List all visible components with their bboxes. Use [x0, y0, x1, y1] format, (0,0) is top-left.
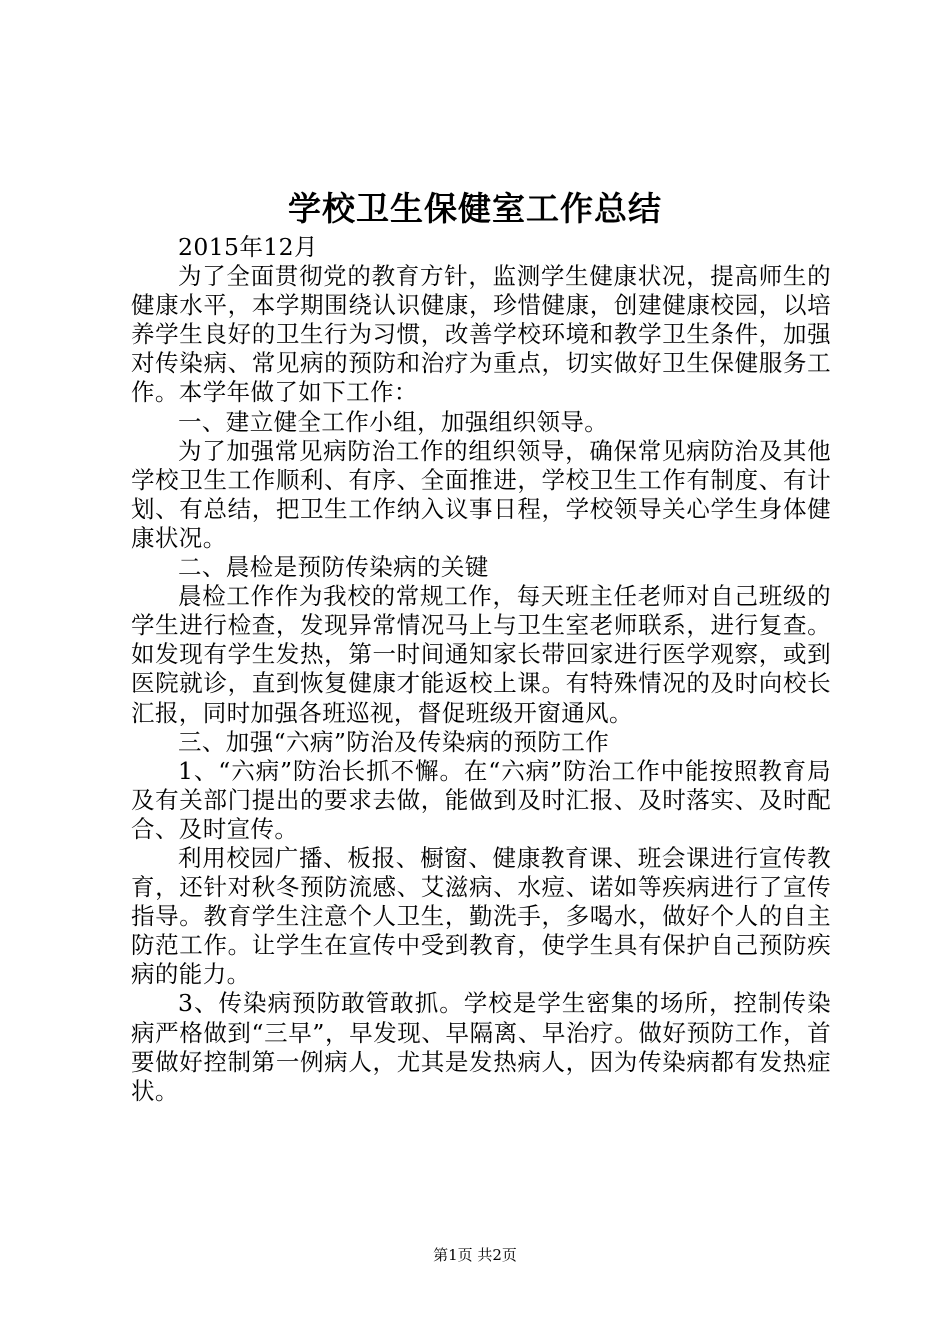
paragraph-item-1: 1、“六病”防治长抓不懈。在“六病”防治工作中能按照教育局及有关部门提出的要求去做，能做到及时汇报、及时落实、及时配合、及时宣传。: [131, 756, 831, 843]
document-title: 学校卫生保健室工作总结: [288, 189, 662, 228]
page-footer: 第1页 共2页: [433, 1246, 517, 1264]
document-body: [131, 233, 831, 1106]
paragraph-section-2: 晨检工作作为我校的常规工作，每天班主任老师对自己班级的学生进行检查，发现异常情况马上与卫生室老师联系，进行复查。如发现有学生发热，第一时间通知家长带回家进行医学观察，或到医院就诊，直到恢复健康才能返校上课。有特殊情况的及时向校长汇报，同时加强各班巡视，督促班级开窗通风。: [131, 582, 831, 727]
section-heading-1: 一、建立健全工作小组，加强组织领导。: [178, 407, 609, 436]
paragraph-intro: 为了全面贯彻党的教育方针，监测学生健康状况，提高师生的健康水平，本学期围绕认识健康，珍惜健康，创建健康校园，以培养学生良好的卫生行为习惯，改善学校环境和教学卫生条件，加强对传染病、常见病的预防和治疗为重点，切实做好卫生保健服务工作。本学年做了如下工作：: [131, 262, 831, 407]
section-heading-2: 二、晨检是预防传染病的关键: [178, 553, 489, 582]
section-heading-3: 三、加强“六病”防治及传染病的预防工作: [178, 727, 610, 756]
document-date: 2015年12月: [178, 233, 318, 261]
paragraph-publicity: 利用校园广播、板报、橱窗、健康教育课、班会课进行宣传教育，还针对秋冬预防流感、艾滋病、水痘、诺如等疾病进行了宣传指导。教育学生注意个人卫生，勤洗手，多喝水，做好个人的自主防范工作。让学生在宣传中受到教育，使学生具有保护自己预防疾病的能力。: [131, 843, 831, 989]
paragraph-section-1: 为了加强常见病防治工作的组织领导，确保常见病防治及其他学校卫生工作顺利、有序、全面推进，学校卫生工作有制度、有计划、有总结，把卫生工作纳入议事日程，学校领导关心学生身体健康状况。: [131, 436, 831, 552]
paragraph-item-3: 3、传染病预防敢管敢抓。学校是学生密集的场所，控制传染病严格做到“三早”，早发现、早隔离、早治疗。做好预防工作，首要做好控制第一例病人，尤其是发热病人，因为传染病都有发热症状。: [131, 989, 831, 1105]
